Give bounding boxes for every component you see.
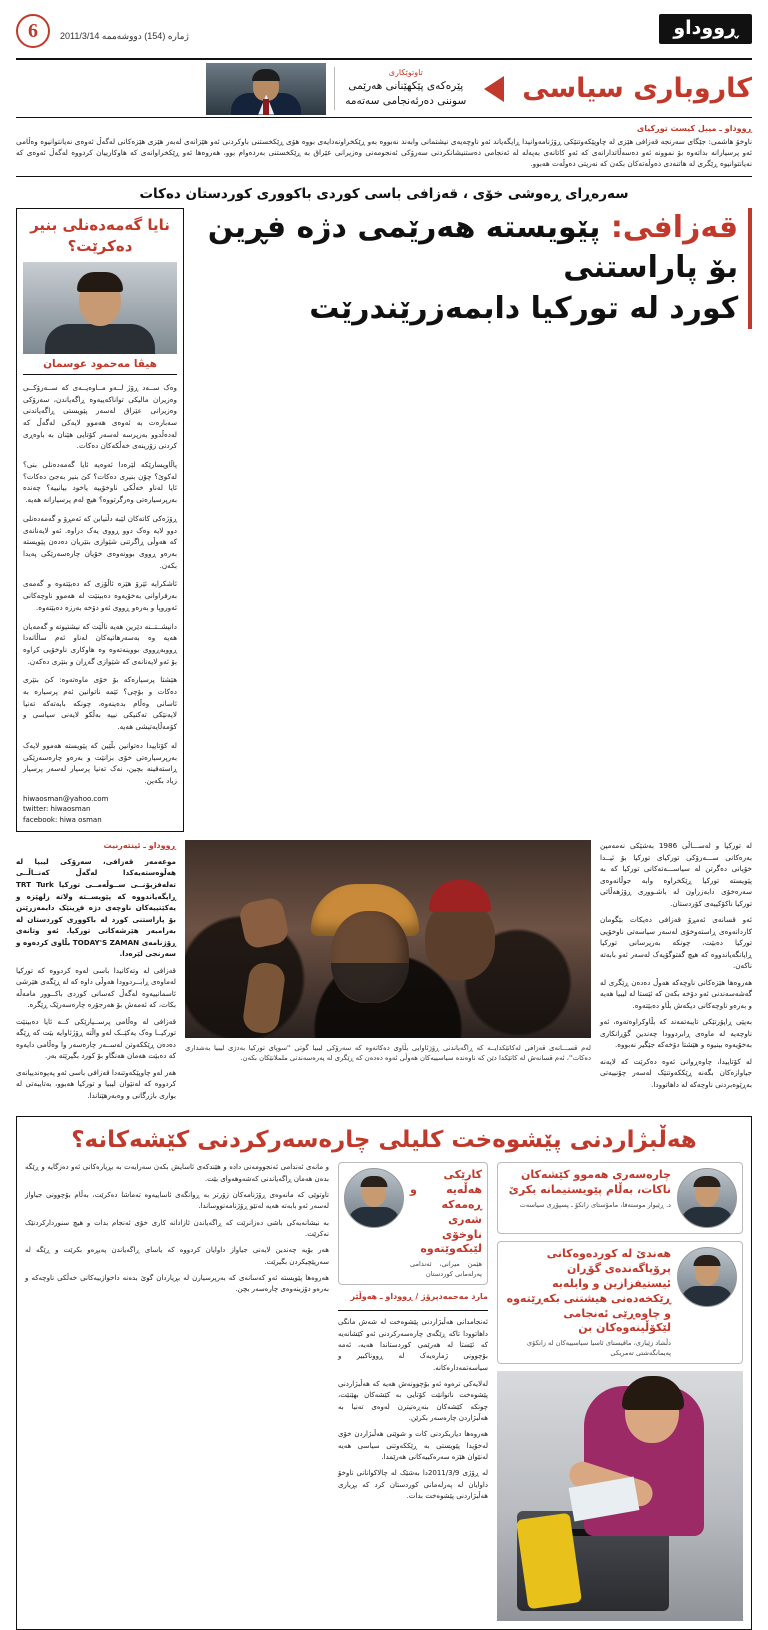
panel-left-column [25,1162,329,1621]
headline-block [194,208,752,832]
opinion-para: لە کۆتاییدا دەتوانین بڵێین کە پێویستە هەموو لایەک بەرپرسیارەتی خۆی بزانێت و بەرەو چارەسەرێکی ڕاستەقینە بچین، نەک تەنیا پرسیار لەسەر پرسیار زیاد بکەین. [23,740,177,785]
masthead-right [659,14,752,44]
opinion-title: نایا گەمەدەنلی بنیر دەکرێت؟ [30,215,170,255]
divider [338,1310,488,1311]
contact-email[interactable]: hiwaosman@yahoo.com [23,794,109,803]
opinion-author-photo [23,262,177,354]
issue-line: ژمارە (154) دووشەممە 2011/3/14 [60,30,189,41]
quote-card-sub: د. ڕێبوار موستەفا، مامۆستای زانکۆ ـ پسپۆڕی سیاسەت [519,1200,671,1209]
editor-portrait [206,63,326,115]
article-photo-column [185,840,591,1106]
opinion-para: ڕۆژەکی کاتەکان لێبە دڵنیابن کە ئەمڕۆ و گەمەدەنلی دوو لایە وەک دوو ڕووی یەک دراوە. ئەو لایەنانەی کە هەوڵی ڕاگرتنی شێوازی بنێریان دەدەن پێویستە بەرەو ڕووی بوونەوەی خۆیان چارەسەرێکی پەیدا بکەن. [23,513,177,570]
headline-line-1: پێویستە هەرێمی دژە فڕین بۆ پاراستنی [207,209,739,286]
panel-para: ئەنجامدانی هەڵبژاردنی پێشوەخت لە شەش مانگی داهاتوودا تاکە ڕێگەی چارەسەرکردنی ئەو کێشانەیە کە ئێستا لە هەرێمی کوردستاندا هەیە، ئەمە بۆچوونی ژمارەیەک لە ڕووناکبیر و سیاسەتمەدارەکانە. [338,1318,488,1372]
quote-card-photo [677,1247,737,1307]
opinion-para: پاڵاوپسارێکە لێرەدا ئەوەیە ئایا گەمەدەنلی بنی؟ لەکوێ؟ چۆن بنیری دەکات؟ کێ بنیر بەجێ دەکات؟ ئایا لەناو خەڵکی ناوخۆییە یاخود بیانییە؟ چەندە بەرپرسیارەتی وەرگرتووە؟ هیچ لەم پرسیارانە هەیە. [23,460,177,505]
opinion-author-name: هیڤا مەحمود عوسمان [23,358,177,375]
section-bar [16,60,752,118]
masthead [16,14,752,60]
quote-card-title: چارەسەری هەموو کێشەکان ناکات، بەڵام پێویستیمانە بکرێ [508,1168,671,1197]
quote-card [338,1162,488,1285]
ballot-photo [497,1371,743,1621]
masthead-left [16,14,189,48]
opinion-column [16,208,184,832]
publication-logo: ڕووداو [659,14,752,44]
opinion-body [23,382,177,786]
gaddafi-photo [185,840,591,1038]
quote-card-photo [344,1168,404,1228]
article-column-right [600,840,752,1106]
quote-card [497,1162,743,1234]
opinion-para: وەک ســەد ڕۆژ لــەو مــاوەیــەی کە ســەرۆکــی وەزیران مالیکی تواناکەییەوە ڕاگەیاندن، سەرۆکی وەزیرانی عێراق لەسەر پێویستی ڕاگەیاندنی سەبارەت بە ئەوەی هەموو لایەکی لەگەڵ کە لەدەڵدوو بەرپرسە لەسەر کۆتایی هێنان بە باوەڕی کردنی زۆرینەی خەڵکەکان دەکات. [23,383,177,451]
article-para: هەروەها هێزەکانی ناوچەکە هەوڵ دەدەن ڕێگری لە گەشەسەندنی ئەو دۆخە بکەن کە ئێستا لە لیبیا هەیە و بەرەو ناوچەکانی دیکەش بڵاو دەبێتەوە. [600,977,752,1010]
panel-byline: مارد مەحمەدپرۆژ / ڕووداو ـ هەوڵێر [350,1292,488,1302]
headline-redword: قەزافی: [610,209,739,245]
opinion-para: ئاشکرایە ئێرۆ هێزە ئاڵۆزی کە دەبێتەوە و گەمەی بەرفراوانی بەخۆیەوە دەبینێت لە هەموو ناوچەکانی ئەوروپا و بەرەو ڕووی ئەو دۆخە بەرزە دەبێتەوە. [23,579,177,612]
panel-para: لەلایەکی ترەوە ئەو بۆچوونەش هەیە کە هەڵبژاردنی پێشوەخت ناتوانێت کۆتایی بە کێشەکان بهێنێت، چونکە کێشەکان بنەڕەتیترن لەوەی تەنیا بە هەڵبژاردن چارەسەر بکرێن. [338,1380,488,1422]
quote-card-photo [677,1168,737,1228]
triangle-marker-icon [484,76,504,102]
article-para: لە کۆتاییدا، چاوەڕوانی ئەوە دەکرێت کە لایەنە جیاوازەکان بگەنە ڕێککەوتنێک لەسەر چۆنییەتی بەڕێوەبردنی ناوچەکە لە داهاتوودا. [600,1056,752,1089]
contact-facebook[interactable]: facebook: hiwa osman [23,815,102,824]
editorial-strip-body: ناوخۆ هاشمی: جێگای سەرنجە قەزافی هێزی لە چاوپێکەوتنێکی ڕۆژنامەوانیدا ڕایگەیاند ئەو ناوچەیەی نیشتمانی وابەند نەبووە بەو ڕێکخراونەدایەی بووە هۆی ڕێکخستنی باوکردنی ئەو هێزانەی لەبەر هێزی هێزەکانی لەگەڵ ئەوەی نەیانتوانیوە وەڵامی ئەو پرسیارانە بداتەوە بۆ نموونە ئەو دەسەڵاتدارانەی کە ئەو کاتانەی بەپەلە لە ئەنجامی دەستنیشانکردنی سەرۆکی ئەنجومەنی وەزیرانی عێراق بە ڕێکخستنی بەردەوام بوو، هەروەها ئەو ڕێکخراوانەی کە هاوکارییان کردووە لەگەڵ ئەوەی کە نەیانتوانیوە ڕێگری لە هاتنەدی دەوڵەتەکان بکەن کە نەریتی دەوڵەت هەبوو. [16,137,752,168]
section-title: کاروباری سیاسی [522,73,752,104]
quote-card-sub: دڵشاد زێباری، ماڤیستای ئاسیا سیاسییەکان لە زانکۆی پەیمانگەشتی تەمریکی [526,1339,671,1357]
article-para: بەپێی ڕاپۆرتێکی تایبەتمەند کە بڵاوکراوەتەوە، ئەو ناوچەیە لە ماوەی ڕابردوودا چەندین گۆڕانکاری بەخۆیەوە بینیوە و هێشتا دۆخەکە جێگیر نەبووە. [600,1017,752,1050]
editor-line-1: پێرەکەی پێکهێنانی هەرێمی [348,80,464,93]
quote-card-title: کارێکی هەڵەیە و ڕەمەکە شەری ناوخۆی لێبکەوێتەوە [410,1168,482,1256]
article-para: قەزافی لە وتەکانیدا باسی لەوە کردووە کە تورکیا لەماوەی ڕابــردوودا هەوڵی داوە کە لە ڕێگەی هێرشی ئاسمانییەوە لەگەڵ کەسانی کوردی باکــوور مامەڵە بکات، کە ئەمەش بۆ هەرجۆرە چارەسەرێک ڕێگرە. [16,965,176,1010]
panel-para: هەروەها پێویستە ئەو کەسانەی کە بەرپرسیارن لە بڕیاردان گوێ بدەنە داخوازییەکانی خەڵکی ناوچەکە و بەرەو دۆزینەوەی چارەسەر بچن. [25,1273,329,1294]
panel-title: هەڵبژاردنی پێشوەخت کلیلی چارەسەرکردنی کێشەکانە؟ [71,1127,697,1154]
panel-para: هەروەها دیاریکردنی کات و شوێنی هەڵبژاردن خۆی لەخۆیدا پێویستی بە ڕێککەوتنی سیاسی هەیە لەنێوان هێزە سەرەکییەکانی هەرێمدا. [338,1430,488,1461]
section-editor-note [334,67,476,109]
editorial-strip-text [16,123,752,170]
editor-label: تاوتوێکاری [388,68,423,78]
article-para: هەر لەو چاوپێکەوتنەدا قەزافی باسی ئەو پەیوەندییانەی کردووە کە لەنێوان لیبیا و تورکیا هەبوو، بەتایبەتی لە بواری بازرگانی و وەبەرهێناندا. [16,1067,176,1100]
article-area [16,840,752,1106]
article-byline: ڕووداو ـ ئینتەرنیت [103,841,176,851]
editorial-strip-head: ڕووداو ـ میبل کیست تورکیای [636,124,752,133]
page-number: 6 [16,14,50,48]
editorial-strip [16,118,752,177]
panel-para: لە ڕۆژی 2011/3/9دا بەشێک لە چالاکوانانی ناوخۆ داوایان لە پەرلەمانی کوردستان کرد کە بڕیاری هەڵبژاردنی پێشوەخت بدات. [338,1469,488,1500]
headline-line-2: کورد لە تورکیا دابمەزرێندرێت [309,290,739,326]
article-column-left [16,840,176,1106]
opinion-para: هێشتا پرسیارەکە بۆ خۆی ماوەتەوە: کێ بنێری دەکات و بۆچی؟ ئێمە ناتوانین ئەم پرسیارە بە ئاسانی وەڵام بدەینەوە، چونکە بابەتەکە تەنیا لایەنێکی تەکنیکی نییە بەڵکو لایەنی سیاسی و کۆمەڵایەتیشی هەیە. [23,675,177,731]
panel-para: بە نیشانەیەکی باشی دەزانرێت کە ڕاگەیاندن ئازادانە کاری خۆی ئەنجام بدات و هیچ سنوردارکردنێک نەکرێت. [25,1218,329,1238]
quote-card [497,1241,743,1364]
photo-caption: لەم قســـانەی قەزافی لەکاتێکدایــە کە ڕاگەیاندنی ڕۆژئاوایی بڵاوی دەکاتەوە کە سەرۆکی لیبیا گوتی ''سوپای تورکیا بەدژی لیبیا بەشداری دەکات''، ئەم قسانەش لە کاتێکدا دێن کە ناوەندە سیاسییەکان هەوڵی ئەوە دەدەن کە ڕێگری لە پەرەسەندنی ململانێکان بکەن. [185,1044,591,1063]
headline [194,208,742,330]
panel-para: و مانەی ئەندامی ئەنجوومەنی دادە و هێندکەی ئاسایش بکەن سەرایەت بە بڕیارەکانی ئەو دەزگایە و ڕێگە بدەن هەمان ڕاگەیاندنی کەشەوهەوای بێت. [25,1163,329,1183]
opinion-para: دانیشــتــنە دێرین هەیە ناڵێت کە نیشتیوتە و گەمەیان هەیە وە بەسەرهاتیەکان لەناو ئەم ساڵانەدا ڕووبەڕووی بووینەتەوە وە هاوکاری ناوخۆیی کراوە بۆ ئەو لایەنانەی کە شێوازی گەڕان و بنێری دەکەن. [23,621,177,666]
article-lead: موعەمەر قەزافی، سەرۆکی لیبیا لە هەڵوەستەیەکدا لەگەڵ کەنــاڵــی تەلەفزیۆنــی ســوڵەمــی تورکیا TRT Turk ڕایگەیاندووە کە پێویســتە ولاتە زلهێزە و یەکێتییەکان ناوچەی دژە فڕینێک دابمەزرێنن بۆ پاراستنی کورد لە باکووری کوردستان لە بەرامبەر هێرشەکانی تورکیا. ئەو وتانەی ڕۆژنامەی TODAY'S ZAMAN بڵاوی کردەوە و سەرنجی لێرەدا. [16,856,176,959]
article-para: ئەو قسانەی ئەمڕۆ قەزافی دەیکات بێگومان کاردانەوەی ڕاستەوخۆی لەسەر سیاسەتی ناوخۆیی تورکیا دەبێت، چونکە بەرپرسانی تورکیا ڕایانگەیاندووە کە هیچ گفتوگۆیەک لەسەر ئەو بابەتە ناکەن. [600,915,752,971]
headline-row [16,208,752,832]
quote-card-sub: هێمن میرانی، ئەندامی پەرلەمانی کوردستان [410,1260,482,1278]
contact-twitter[interactable]: twitter: hiwaosman [23,805,91,814]
panel-grid [25,1162,743,1621]
quote-card-title: هەندێ لە کوردەوەکانی پرۆپاگەندەی گۆڕان ئیستیفزازین و وابلەبە ڕێکخەدەنی هیشتنی بکەڕێتەوە و چاوەڕێی ئەنجامی لێکۆڵینەوەکان بن [506,1247,671,1335]
opinion-contact [23,794,177,826]
headline-accent-bar [748,208,752,330]
bottom-panel [16,1116,752,1630]
panel-cards-column [497,1162,743,1621]
panel-para: هەر بۆیە چەندین لایەنی جیاواز داوایان کردووە کە یاسای ڕاگەیاندن پەیڕەو بکرێت و ڕێگە لە سەرپێچیکردن بگیرێت. [25,1246,329,1266]
article-para: قەزافی لە وەڵامی پرســیارێکی کــە ئایا دەبینێت تورکیــا وەک یەکێــک لەو واڵتە ڕۆژئاوایە بێت کە ڕێگە دەدەن ڕێککەوتن لەســەر چارەسەر وا وەڵامی دایەوە کە دەبێت هەمان هەنگاو بۆ کورد بگیرێتە بەر. [16,1016,176,1061]
article-para: لە تورکیا و لەســـاڵی 1986 بەشێکی نەمەمین بەرەکانی ســـەرۆکی تورکیای تورکیا بۆ ئیــدا خۆیانی دەگرتن لە سیاســـەتەکانی تورکیا کە بە پێویستە تورکیا ڕێکخراوە وابە جوڵانەوەی سەرەخۆی دابەزراون لە باشـوورى ڕۆژهەڵاتی تورکیا ناکۆکییەی کۆردستان. [600,841,752,908]
editor-line-2: سوننی دەرئەنجامی سەتەمە [345,95,467,108]
panel-para: تاوتوێی کە مانەوەی ڕۆژنامەکان زۆرتر بە ڕوانگەی ئاساییەوە تەماشا دەکرێت، بەڵام بۆچوونی جیاواز لەسەر ئەو بابەتە هەیە لەنێو ڕۆژنامەنووساندا. [25,1190,329,1211]
kicker-line: سەرەڕای ڕەوشی خۆی ، قەزافی باسی کوردی باکووری کوردستان دەکات [139,185,629,202]
panel-middle-column [338,1162,488,1621]
